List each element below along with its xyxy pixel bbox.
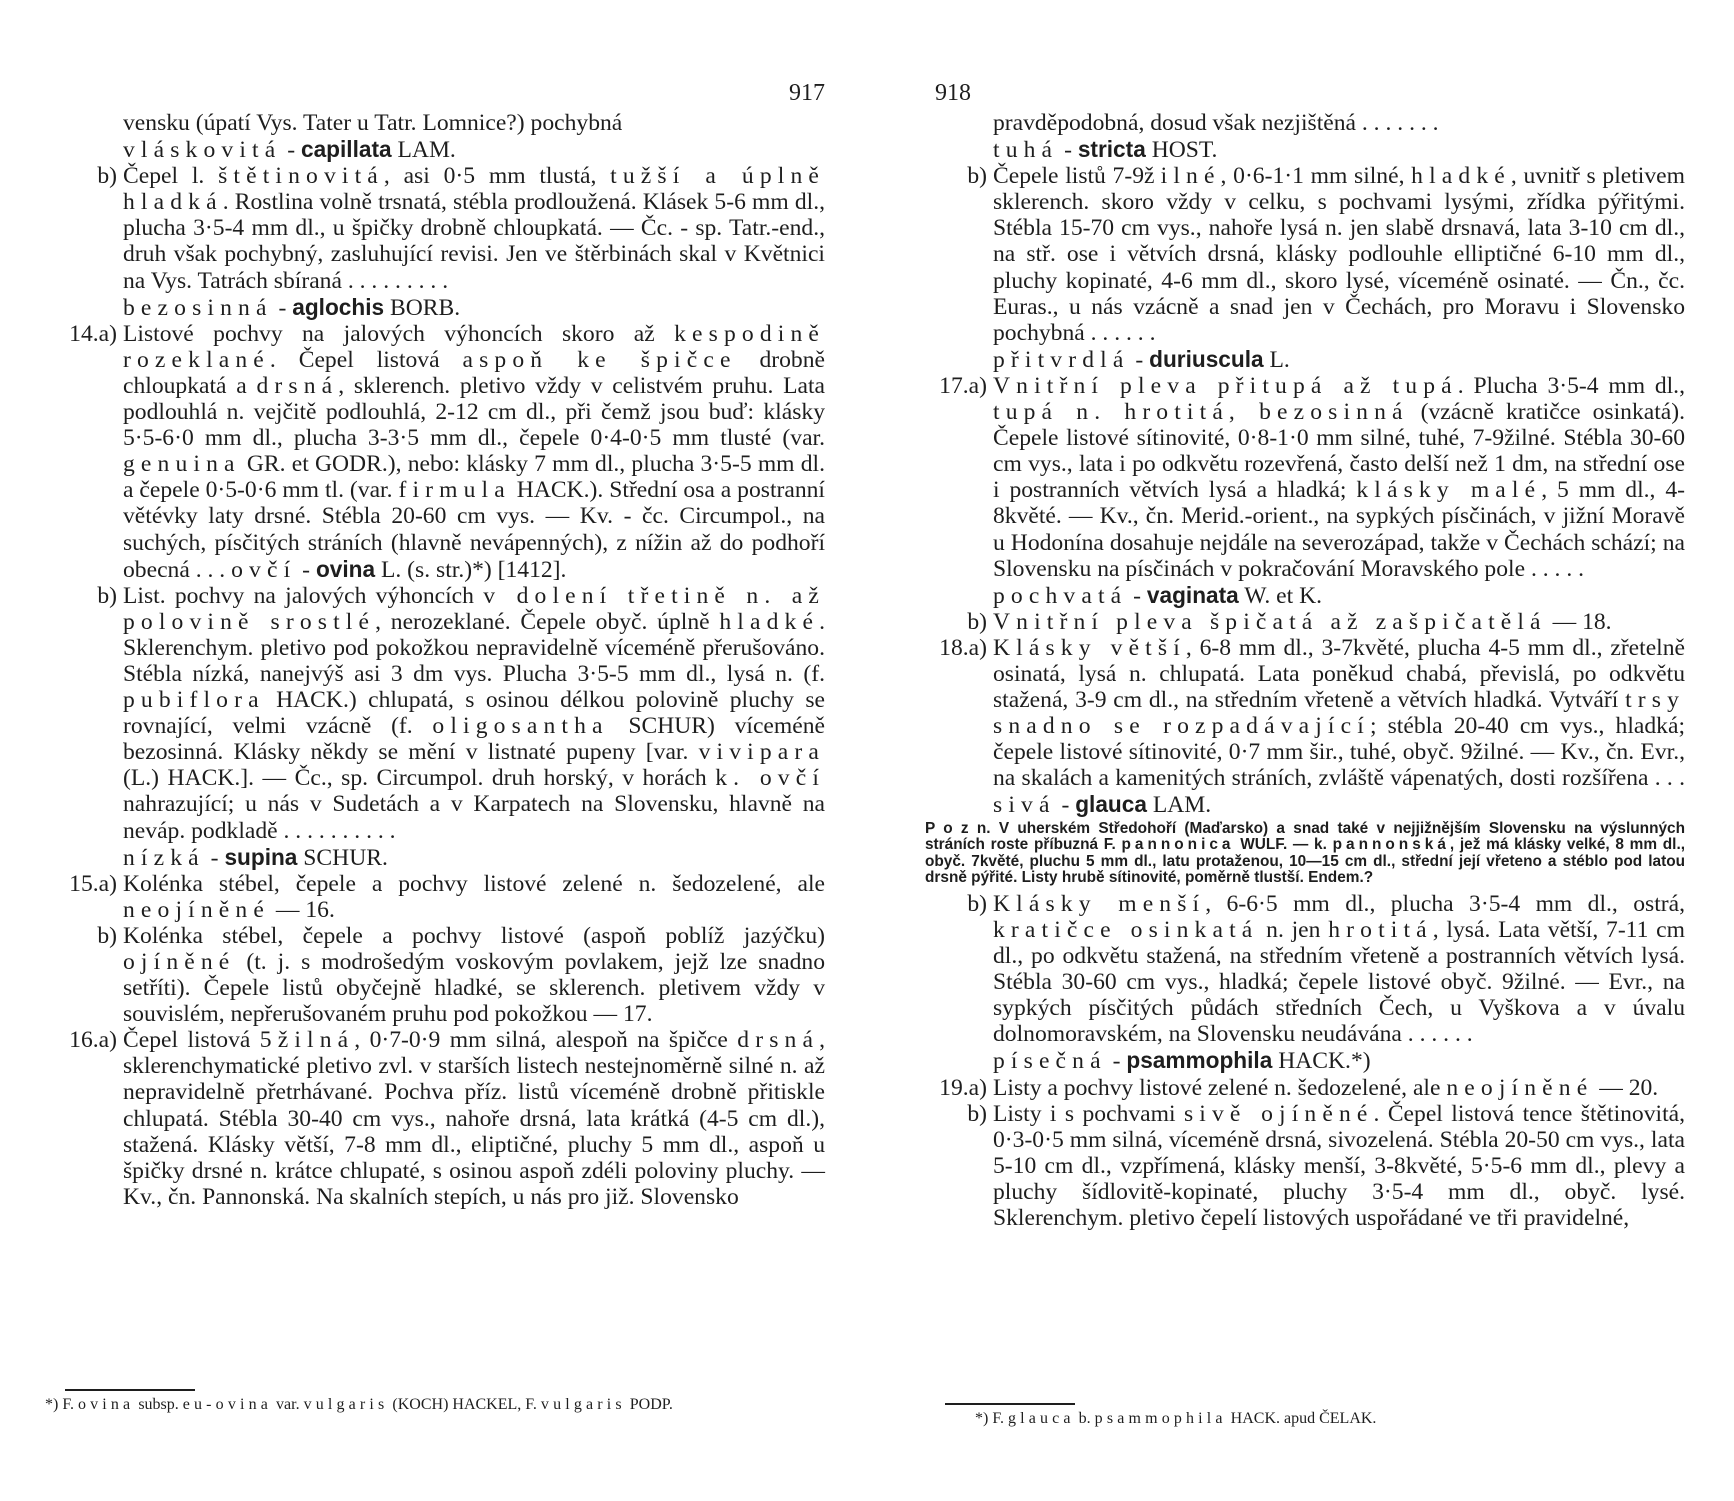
key-couplet <box>925 609 1685 635</box>
couplet-label: b) <box>967 608 987 635</box>
species-name-line: pochvatá - vaginata W. et K. <box>993 581 1322 609</box>
page-number: 918 <box>935 80 971 106</box>
species-name-line: písečná - psammophila HACK.*) <box>993 1047 1371 1075</box>
couplet-text: Listy a pochvy listové zelené n. šedozelené, ale neojíněné — 20. <box>993 1074 1659 1101</box>
couplet-label: b) <box>967 890 987 917</box>
page-number: 917 <box>789 80 825 106</box>
footnote: *) F. glauca b. psammophila HACK. apud ČELAK. <box>975 1410 1377 1427</box>
key-couplet <box>55 163 825 293</box>
footnote-rule <box>945 1403 1075 1405</box>
key-couplet <box>925 891 1685 1048</box>
species-name-line: tuhá - stricta HOST. <box>993 136 1218 164</box>
footnote-rule <box>65 1389 195 1391</box>
couplet-text: Čepel listová 5žilná, 0·7-0·9 mm silná, alespoň na špičce drsná, sklerenchymatické pletivo zvl. v starších listech nestejnoměrně silné n. až nepravidelně přetrhávané. Pochva příz. listů víceméně drobně přitiskle chlupatá. Stébla 30-40 cm vys., nahoře drsná, lata krátká (4-5 cm dl.), stažená. Klásky větší, 7-8 mm dl., eliptičné, pluchy 5 mm dl., aspoň u špičky drsné n. krátce chlupaté, s osinou aspoň zdéli poloviny pluchy. — Kv., čn. Pannonská. Na skalních stepích, u nás pro již. Slovensko <box>123 1027 825 1210</box>
couplet-text: Listy i s pochvami sivě ojíněné. Čepel listová tence štětinovitá, 0·3-0·5 mm silná, víceméně drsná, sivozelená. Stébla 20-50 cm vys., lata 5-10 cm dl., vzpřímená, klásky menší, 3-8květé, 5·5-6 mm dl., plevy a pluchy šídlovitě-kopinaté, pluchy 3·5-4 mm dl., obyč. lysé. Sklerenchym. pletivo čepelí listových uspořádané ve tři pravidelné, <box>993 1100 1686 1232</box>
species-name-line: nízká - supina SCHUR. <box>123 843 388 871</box>
couplet-label: b) <box>97 582 117 609</box>
couplet-text: Čepele listů 7-9žilné, 0·6-1·1 mm silné, hladké, uvnitř s pletivem sklerench. skoro vždy v celku, s pochvami lysými, zřídka pýřitými. Stébla 15-70 cm vys., nahoře lysá n. jen slabě drsnavá, lata 3-10 cm dl., na stř. ose i větvích drsná, klásky podlouhle elliptičné 6-10 mm dl., pluchy kopinaté, 4-6 mm dl., skoro lysé, víceméně osinaté. — Čn., čc. Euras., u nás vzácně a snad jen v Čechách, pro Moravu i Slovensko pochybná . . . . . . <box>993 163 1685 346</box>
couplet-label: b) <box>97 163 117 190</box>
key-couplet <box>55 321 825 583</box>
couplet-label: 18.a) <box>939 634 987 661</box>
couplet-text: Čepel l. štětinovitá, asi 0·5 mm tlustá, tužší a úplně hladká. Rostlina volně trsnatá, stébla prodloužená. Klásek 5-6 mm dl., plucha 3·5-4 mm dl., u špičky drobně chloupkatá. — Čc. - sp. Tatr.-end., druh však pochybný, zasluhující revisi. Jen ve štěrbinách skal v Květnici na Vys. Tatrách sbíraná . . . . . . . . . <box>123 163 825 294</box>
species-name-line: přitvrdlá - duriuscula L. <box>993 345 1290 373</box>
key-couplet <box>55 923 825 1027</box>
couplet-label: b) <box>967 1100 987 1127</box>
couplet-text: Kolénka stébel, čepele a pochvy listové zelené n. šedozelené, ale neojíněné — 16. <box>123 870 825 923</box>
couplet-text: List. pochvy na jalových výhoncích v dolení třetině n. až polovině srostlé, nerozeklané. Čepele obyč. úplně hladké. Sklerenchym. pletivo pod pokožkou nepravidelně víceméně přerušováno. Stébla nízká, nanejvýš asi 3 dm vys. Plucha 3·5-5 mm dl., lysá n. (f. pubiflora HACK.) chlupatá, s osinou délkou polovině pluchy se rovnající, velmi vzácně (f. oligosantha SCHUR) víceméně bezosinná. Klásky někdy se mění v listnaté pupeny [var. vivipara (L.) HACK.]. — Čc., sp. Circumpol. druh horský, v horách k. ovčí nahrazující; u nás v Sudetách a v Karpatech na Slovensku, hlavně na neváp. podkladě . . . . . . . . . . <box>123 582 826 844</box>
key-couplet <box>55 583 825 844</box>
key-couplet <box>925 1075 1685 1101</box>
page-body <box>55 110 825 1210</box>
couplet-text: Kolénka stébel, čepele a pochvy listové (aspoň poblíž jazýčku) ojíněné (t. j. s modrošedým voskovým povlakem, jejž lze snadno setříti). Čepele listů obyčejně hladké, se sklerench. pletivem vždy v souvislém, nepřerušovaném pruhu pod pokožkou — 17. <box>123 922 825 1028</box>
couplet-label: 16.a) <box>69 1027 117 1054</box>
key-couplet <box>925 1101 1685 1231</box>
couplet-label: 19.a) <box>939 1074 987 1101</box>
couplet-text: Vnitřní pleva přitupá až tupá. Plucha 3·5-4 mm dl., tupá n. hrotitá, bezosinná (vzácně kratičce osinkatá). Čepele listové sítinovité, 0·8-1·0 mm silné, tuhé, 7-9žilné. Stébla 30-60 cm vys., lata i po odkvětu rozevřená, často delší než 1 dm, na střední ose i postranních větvích lysá a hladká; klásky malé, 5 mm dl., 4-8květé. — Kv., čn. Merid.-orient., na sypkých písčinách, v jižní Moravě u Hodonína dosahuje nejdále na severozápad, takže v Čechách schází; na Slovensku na písčinách v pokračování Moravského pole . . . . . <box>993 372 1685 582</box>
key-couplet <box>925 635 1685 819</box>
key-couplet <box>55 871 825 923</box>
remark-note: P o z n. V uherském Středohoří (Maďarsko) a snad také v nejjižnějším Slovensku na výslunných stráních roste příbuzná F. pannonica WULF. — k. pannonská, jež má klásky velké, 8 mm dl., obyč. 7květé, pluchu 5 mm dl., latu protaženou, 10—15 cm dl., střední její vřeteno a stéblo pod latou drsně pýřité. Listy hrubě sítinovité, poměrně tlustší. Endem.? <box>925 819 1685 887</box>
couplet-label: 17.a) <box>939 372 987 399</box>
couplet-text: Klásky menší, 6-6·5 mm dl., plucha 3·5-4 mm dl., ostrá, kratičce osinkatá n. jen hrotitá, lysá. Lata větší, 7-11 cm dl., po odkvětu stažená, na středním vřeteně a postranních větvích lysá. Stébla 30-60 cm vys., hladká; čepele listové obyč. 9žilné. — Evr., na sypkých písčitých půdách středních Čech, u Vyškova a v úvalu dolnomoravském, na Slovensku neudávána . . . . . . <box>993 890 1685 1048</box>
key-couplet <box>55 1027 825 1210</box>
footnote: *) F. ovina subsp. eu-ovina var. vulgaris (KOCH) HACKEL, F. vulgaris PODP. <box>45 1396 673 1413</box>
text-line: pravděpodobná, dosud však nezjištěná . . . . . . . <box>993 110 1439 136</box>
couplet-text: Listové pochvy na jalových výhoncích skoro až kespodině rozeklané. Čepel listová aspoň ke špičce drobně chloupkatá a drsná, sklerench. pletivo vždy v celistvém pruhu. Lata podlouhlá n. vejčitě podlouhlá, 2-12 cm dl., při čemž jsou buď: klásky 5·5-6·0 mm dl., plucha 3-3·5 mm dl., čepele 0·4-0·5 mm tlusté (var. genuina GR. et GODR.), nebo: klásky 7 mm dl., plucha 3·5-5 mm dl. a čepele 0·5-0·6 mm tl. (var. firmula HACK.). Střední osa a postranní větévky laty drsné. Stébla 20-60 cm vys. — Kv. - čc. Circumpol., na suchých, písčitých stráních (hlavně nevápenných), z nížin až do podhoří obecná . . . ovčí - ovina L. (s. str.)*) [1412]. <box>123 320 825 583</box>
species-name-line: bezosinná - aglochis BORB. <box>123 293 461 321</box>
species-name-line: vláskovitá - capillata LAM. <box>123 136 456 164</box>
key-couplet <box>925 163 1685 346</box>
couplet-label: 15.a) <box>69 870 117 897</box>
couplet-label: b) <box>967 163 987 190</box>
couplet-label: b) <box>97 922 117 949</box>
page-body <box>925 110 1685 1231</box>
key-couplet <box>925 373 1685 582</box>
couplet-text: Vnitřní pleva špičatá až zašpičatělá — 18. <box>993 608 1612 635</box>
couplet-label: 14.a) <box>69 320 117 347</box>
text-line: vensku (úpatí Vys. Tater u Tatr. Lomnice?) pochybná <box>123 110 623 136</box>
couplet-text: Klásky větší, 6-8 mm dl., 3-7květé, plucha 4-5 mm dl., zřetelně osinatá, lysá n. chlupatá. Lata poněkud chabá, převislá, po odkvětu stažená, 3-9 cm dl., na středním vřeteně a větvích hladká. Vytváří trsy snadno se rozpadávající; stébla 20-40 cm vys., hladká; čepele listové sítinovité, 0·7 mm šir., tuhé, obyč. 9žilné. — Kv., čn. Evr., na skalách a kamenitých stráních, zvláště vápenatých, dosti rozšířena . . . sivá - glauca LAM. <box>993 634 1686 819</box>
